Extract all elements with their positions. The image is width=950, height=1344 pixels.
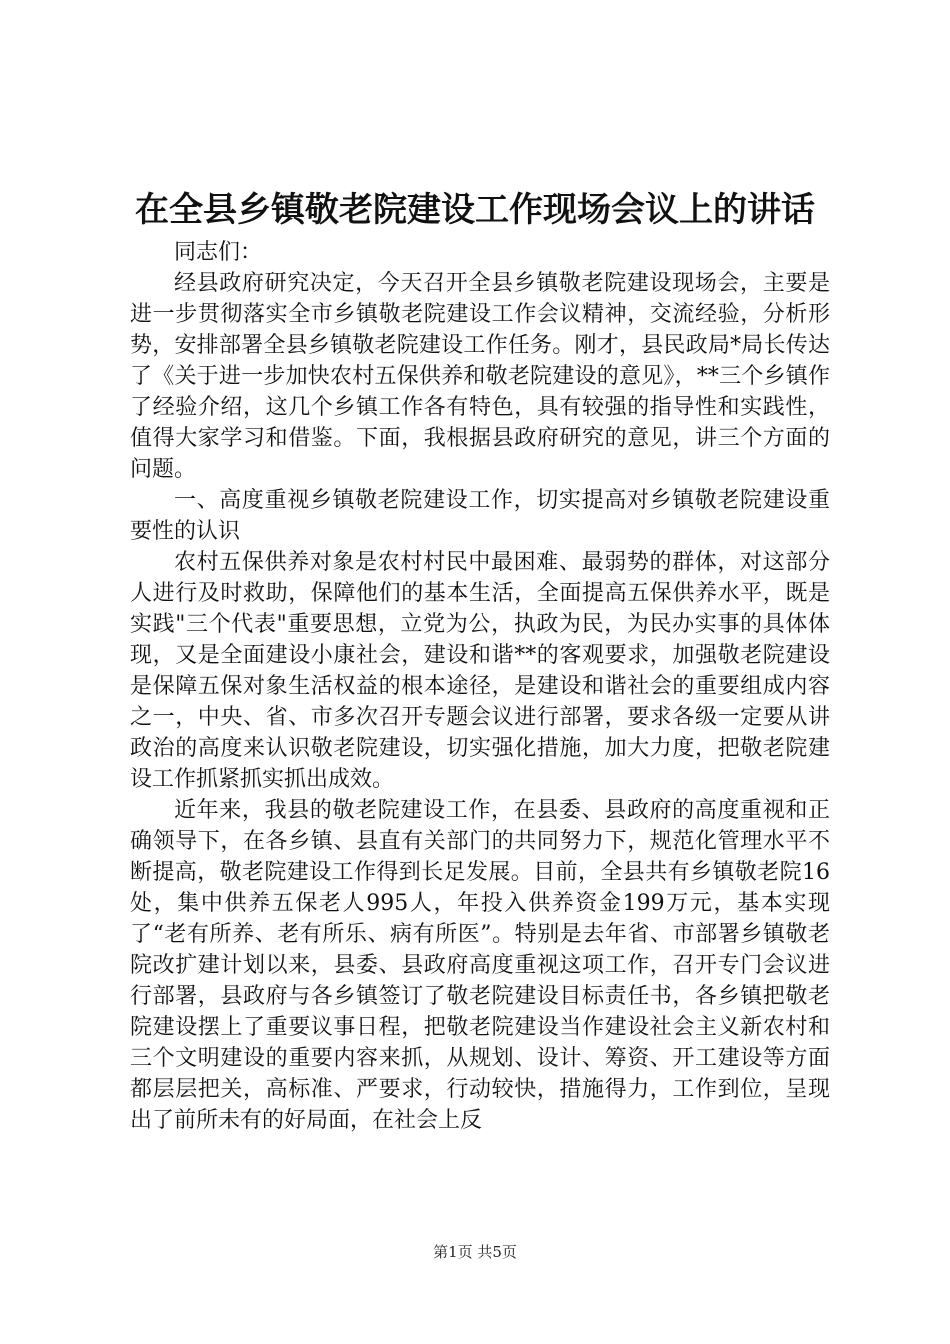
body-paragraph: 农村五保供养对象是农村村民中最困难、最弱势的群体，对这部分人进行及时救助，保障他们的基本生活，全面提高五保供养水平，既是实践"三个代表"重要思想，立党为公，执政为民，为民办实事的具体体现，又是全面建设小康社会，建设和谐**的客观要求，加强敬老院建设是保障五保对象生活权益的根本途径，是建设和谐社会的重要组成内容之一，中央、省、市多次召开专题会议进行部署，要求各级一定要从讲政治的高度来认识敬老院建设，切实强化措施，加大力度，把敬老院建设工作抓紧抓实抓出成效。: [130, 550, 830, 792]
intro-paragraph: 经县政府研究决定，今天召开全县乡镇敬老院建设现场会，主要是进一步贯彻落实全市乡镇敬老院建设工作会议精神，交流经验，分析形势，安排部署全县乡镇敬老院建设工作任务。刚才，县民政局*局长传达了《关于进一步加快农村五保供养和敬老院建设的意见》，**三个乡镇作了经验介绍，这几个乡镇工作各有特色，具有较强的指导性和实践性，值得大家学习和借鉴。下面，我根据县政府研究的意见，讲三个方面的问题。: [130, 271, 830, 482]
page-number: 第1页 共5页: [433, 1243, 517, 1261]
document-title: 在全县乡镇敬老院建设工作现场会议上的讲话: [135, 190, 815, 230]
document-body: [130, 237, 830, 1136]
salutation-paragraph: 同志们：: [174, 240, 263, 265]
section-heading: 一、高度重视乡镇敬老院建设工作，切实提高对乡镇敬老院建设重要性的认识: [130, 488, 830, 544]
body-paragraph: 近年来，我县的敬老院建设工作，在县委、县政府的高度重视和正确领导下，在各乡镇、县直有关部门的共同努力下，规范化管理水平不断提高，敬老院建设工作得到长足发展。目前，全县共有乡镇敬老院16处，集中供养五保老人995人，年投入供养资金199万元，基本实现了“老有所养、老有所乐、病有所医”。特别是去年省、市部署乡镇敬老院改扩建计划以来，县委、县政府高度重视这项工作，召开专门会议进行部署，县政府与各乡镇签订了敬老院建设目标责任书，各乡镇把敬老院建设摆上了重要议事日程，把敬老院建设当作建设社会主义新农村和三个文明建设的重要内容来抓，从规划、设计、筹资、开工建设等方面都层层把关，高标准、严要求，行动较快，措施得力，工作到位，呈现出了前所未有的好局面，在社会上反: [130, 798, 830, 1133]
